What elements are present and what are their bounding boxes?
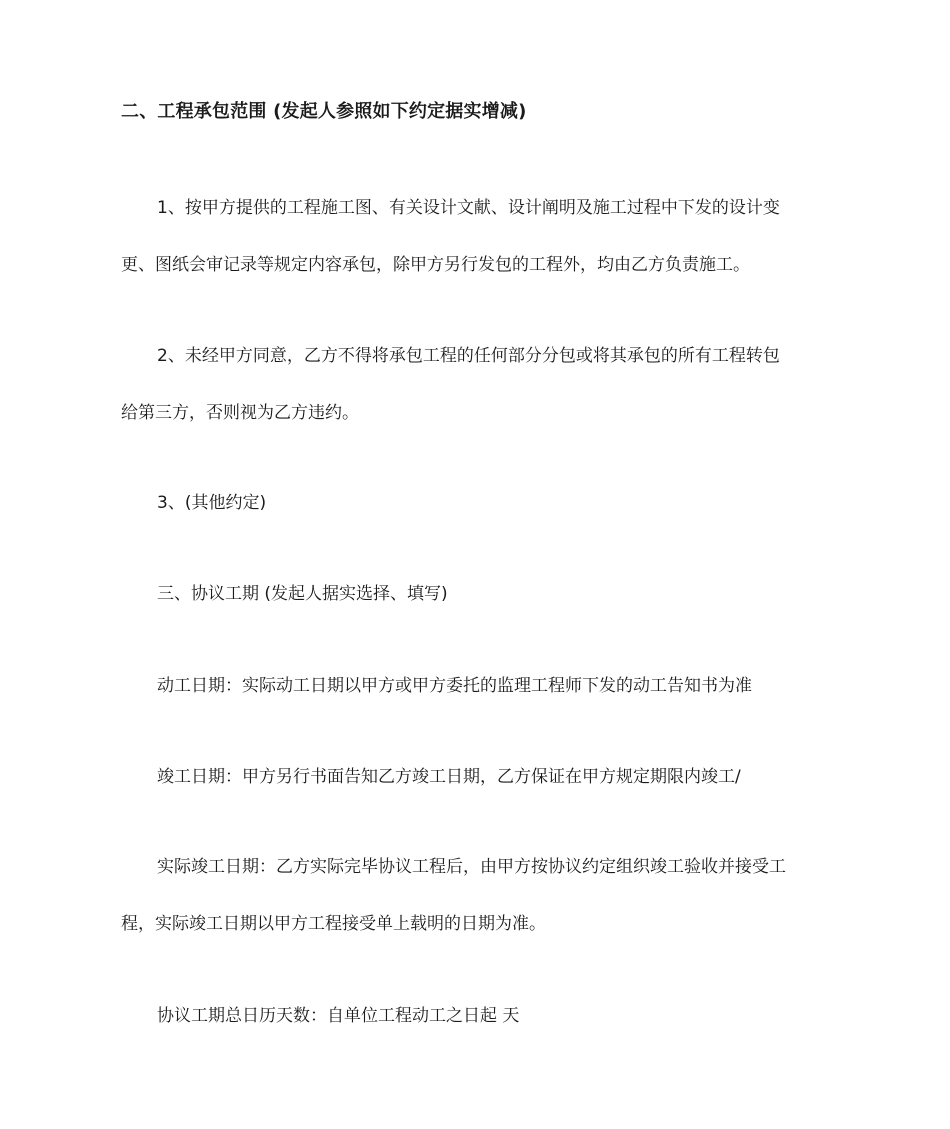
item1-line1: 1、按甲方提供的工程施工图、有关设计文献、设计阐明及施工过程中下发的设计变 <box>157 198 780 218</box>
section-two-heading: 二、工程承包范围 (发起人参照如下约定据实增减) <box>121 101 527 122</box>
item3-line: 3、(其他约定) <box>157 493 267 513</box>
start-date-line: 动工日期：实际动工日期以甲方或甲方委托的监理工程师下发的动工告知书为准 <box>157 676 752 696</box>
actual-completion-line1: 实际竣工日期：乙方实际完毕协议工程后，由甲方按协议约定组织竣工验收并接受工 <box>157 857 786 877</box>
total-days-line: 协议工期总日历天数：自单位工程动工之日起 天 <box>157 1006 520 1026</box>
completion-date-line: 竣工日期：甲方另行书面告知乙方竣工日期，乙方保证在甲方规定期限内竣工/ <box>157 767 741 787</box>
item1-line2: 更、图纸会审记录等规定内容承包，除甲方另行发包的工程外，均由乙方负责施工。 <box>121 255 750 275</box>
item2-line1: 2、未经甲方同意，乙方不得将承包工程的任何部分分包或将其承包的所有工程转包 <box>157 346 780 366</box>
actual-completion-line2: 程，实际竣工日期以甲方工程接受单上载明的日期为准。 <box>121 914 546 934</box>
section-three-heading: 三、协议工期 (发起人据实选择、填写) <box>157 584 448 604</box>
item2-line2: 给第三方，否则视为乙方违约。 <box>121 403 359 423</box>
